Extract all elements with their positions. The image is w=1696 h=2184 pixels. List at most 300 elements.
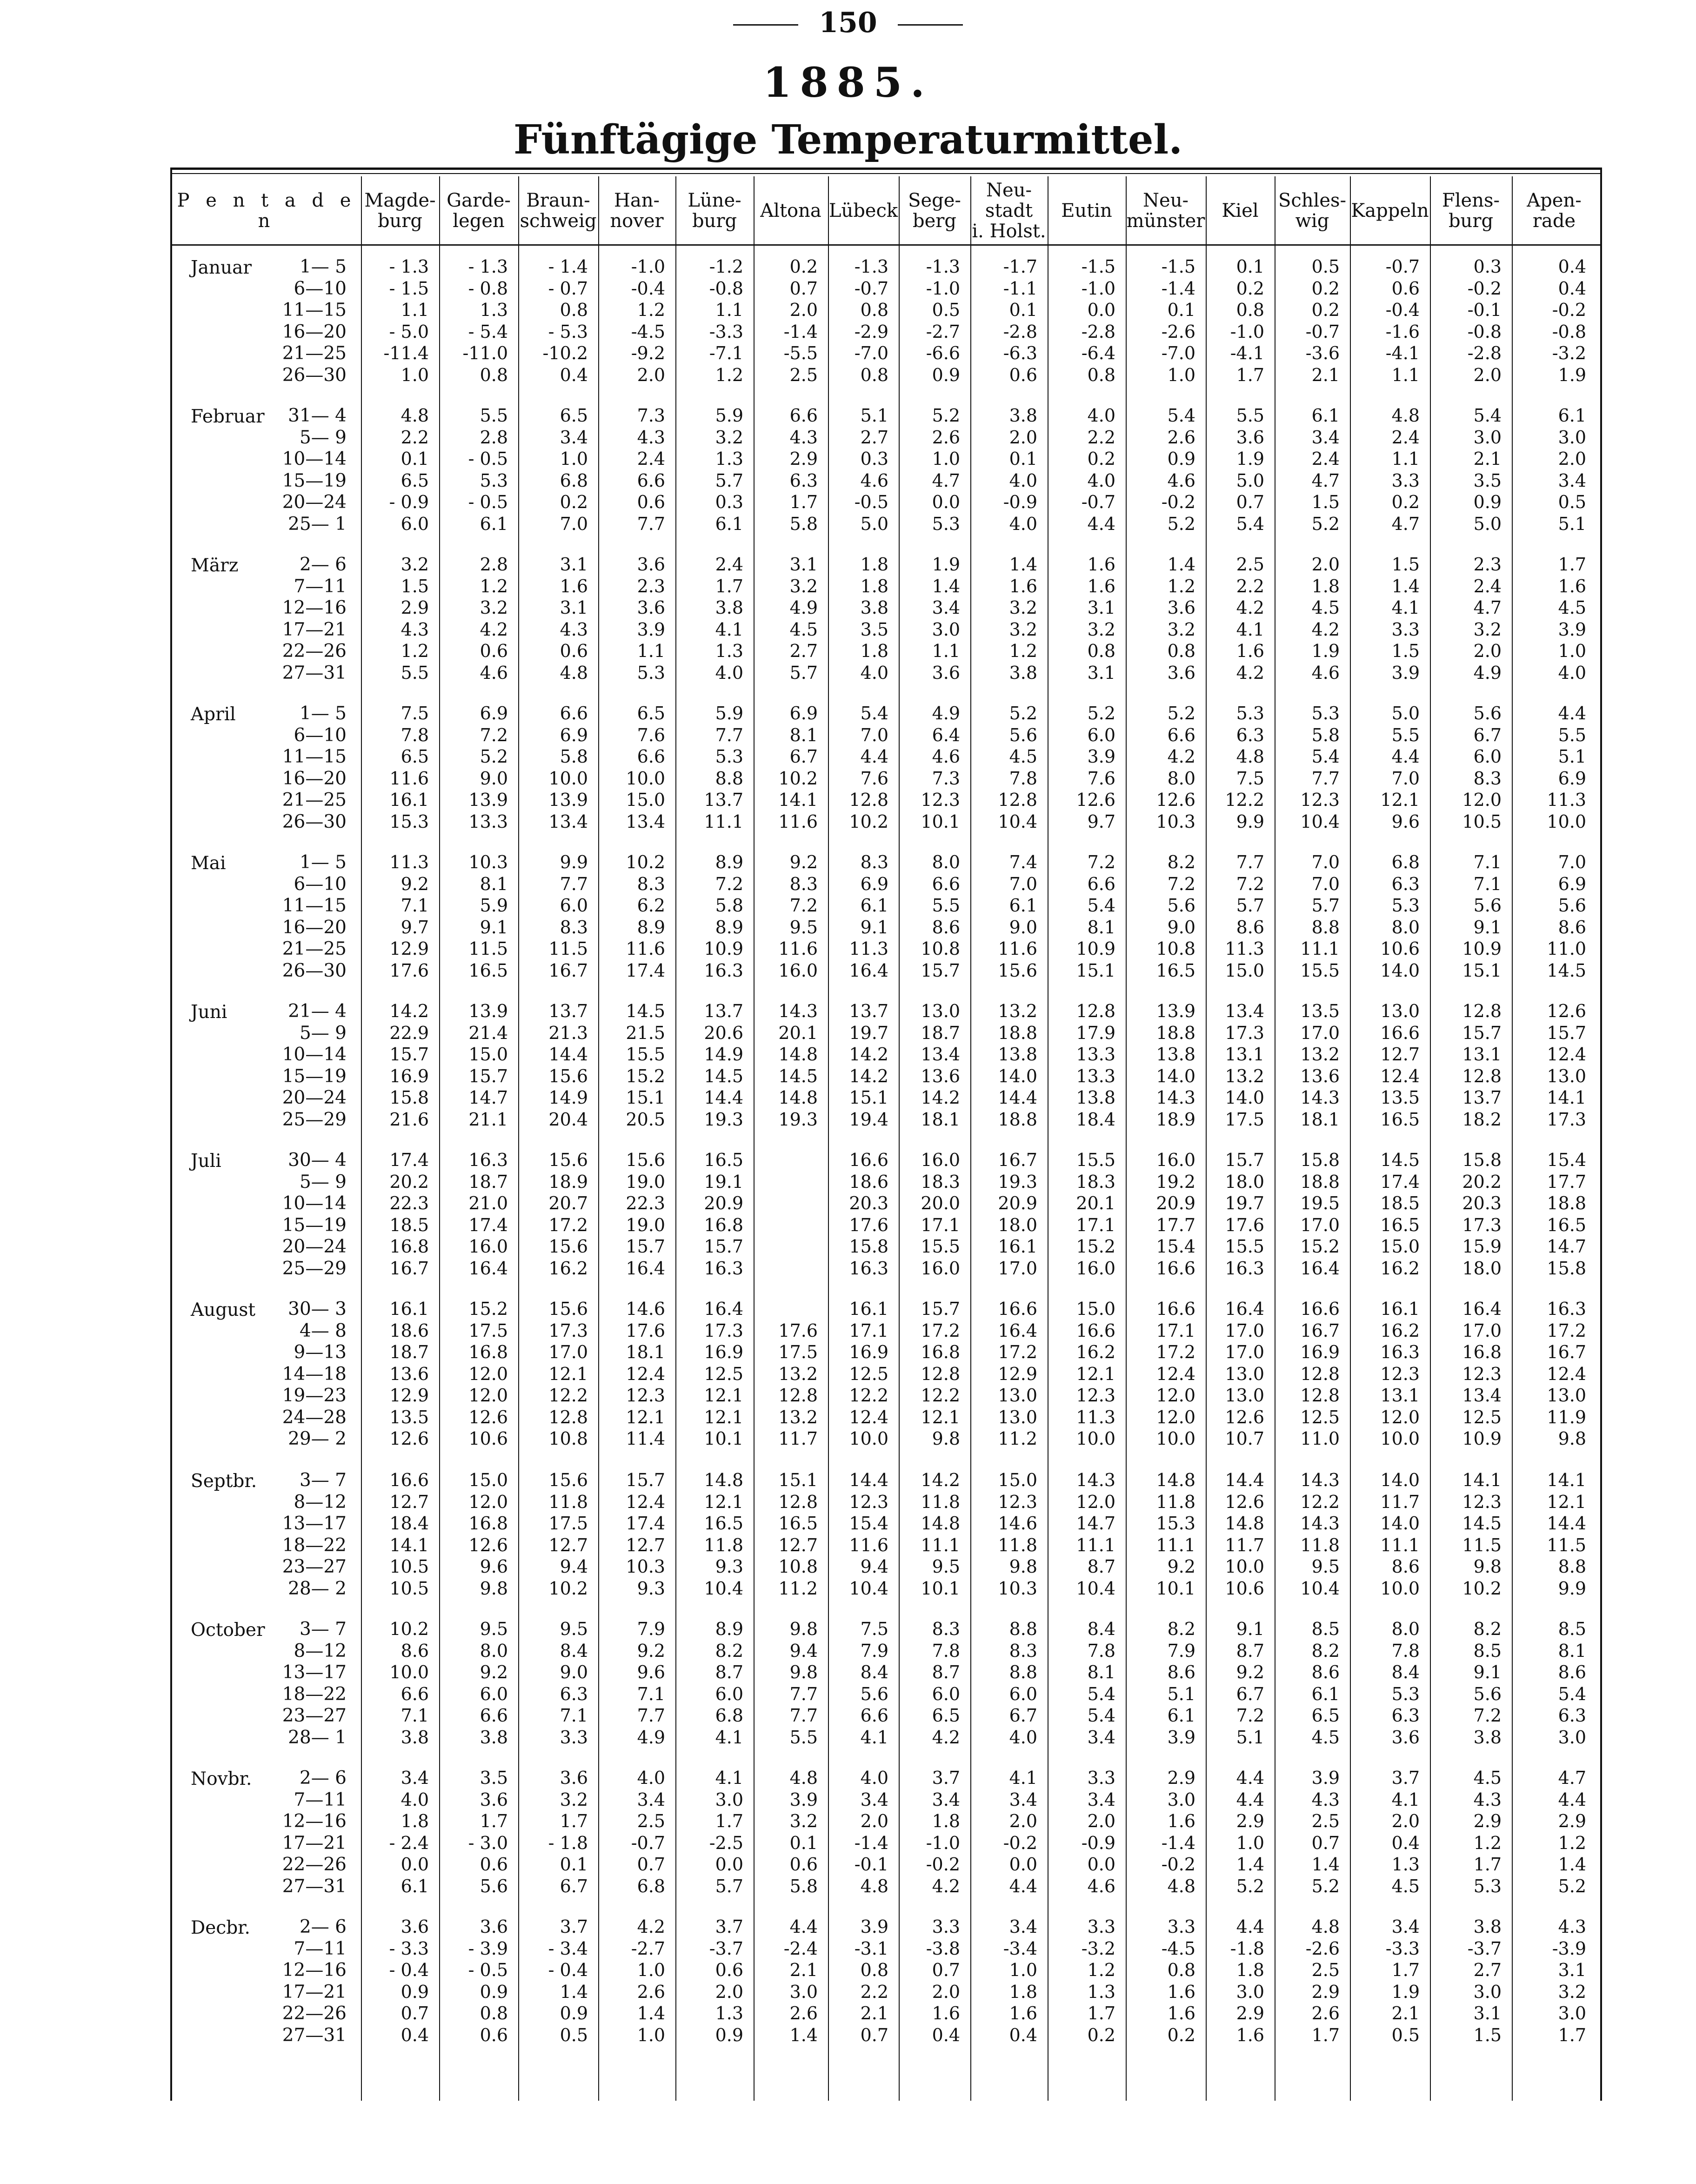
temperature-value: 18.5 xyxy=(1380,1193,1420,1213)
temperature-value: 16.3 xyxy=(1380,1342,1420,1362)
temperature-value: 2.4 xyxy=(637,449,665,469)
temperature-value: 1.3 xyxy=(1391,1854,1420,1875)
temperature-value: 5.2 xyxy=(1167,513,1195,534)
temperature-value: -1.4 xyxy=(783,321,818,342)
temperature-value: 12.1 xyxy=(1076,1363,1115,1384)
temperature-value: 5.6 xyxy=(480,1876,508,1896)
temperature-value: 7.2 xyxy=(1167,873,1195,894)
pentade-range: 6—10 xyxy=(294,278,347,299)
temperature-value: - 0.7 xyxy=(548,278,588,299)
temperature-value: 17.5 xyxy=(468,1320,508,1341)
temperature-value: 16.5 xyxy=(1380,1214,1420,1235)
temperature-value: -0.9 xyxy=(1081,1832,1115,1853)
temperature-value: 3.2 xyxy=(1167,619,1195,640)
temperature-value: 5.1 xyxy=(1167,1683,1195,1704)
temperature-value: 20.2 xyxy=(389,1171,429,1192)
temperature-value: 12.5 xyxy=(1300,1407,1340,1427)
temperature-value: -1.0 xyxy=(1230,321,1264,342)
table-row xyxy=(172,1705,1600,1727)
temperature-value: 16.0 xyxy=(921,1258,960,1279)
temperature-value: 9.3 xyxy=(715,1556,743,1577)
temperature-value: 17.2 xyxy=(998,1342,1037,1362)
temperature-value: 4.0 xyxy=(860,662,888,683)
temperature-value: 9.6 xyxy=(637,1662,665,1682)
temperature-value: 3.4 xyxy=(860,1789,888,1810)
temperature-value: 4.0 xyxy=(1087,470,1115,491)
temperature-value: 15.8 xyxy=(1462,1150,1502,1170)
table-row xyxy=(172,1215,1600,1236)
temperature-value: 4.6 xyxy=(932,746,960,767)
pentade-range: 14—18 xyxy=(282,1363,347,1385)
temperature-value: 4.5 xyxy=(1391,1876,1420,1896)
temperature-value: 2.2 xyxy=(401,427,429,448)
temperature-value: - 5.4 xyxy=(468,321,508,342)
temperature-value: -0.7 xyxy=(631,1832,665,1853)
temperature-value: 12.8 xyxy=(998,790,1037,810)
temperature-value: 17.2 xyxy=(921,1320,960,1341)
table-row xyxy=(172,1364,1600,1385)
pentade-range: 21—25 xyxy=(282,790,347,811)
temperature-value: 2.3 xyxy=(1473,554,1502,575)
table-row xyxy=(172,703,1600,724)
page-number: 150 xyxy=(0,7,1696,39)
temperature-value: 0.8 xyxy=(860,1960,888,1980)
temperature-value: 0.0 xyxy=(715,1854,743,1875)
temperature-value: 7.3 xyxy=(932,768,960,789)
table-row xyxy=(172,1662,1600,1683)
temperature-value: 12.0 xyxy=(1462,790,1502,810)
temperature-value: -2.5 xyxy=(709,1832,743,1853)
temperature-value: - 1.3 xyxy=(468,256,508,277)
temperature-value: 16.1 xyxy=(1380,1299,1420,1319)
temperature-value: 14.8 xyxy=(1156,1470,1195,1490)
temperature-value: 12.8 xyxy=(1076,1001,1115,1021)
temperature-value: 2.0 xyxy=(860,1811,888,1831)
temperature-value: -4.1 xyxy=(1230,343,1264,363)
temperature-value: 4.6 xyxy=(1311,662,1340,683)
month-label: April xyxy=(191,704,236,725)
temperature-value: 11.3 xyxy=(849,938,888,959)
temperature-value: 10.4 xyxy=(998,811,1037,832)
temperature-value: 0.7 xyxy=(1311,1832,1340,1853)
temperature-value: 12.3 xyxy=(1076,1385,1115,1406)
pentade-range: 7—11 xyxy=(294,1789,347,1810)
temperature-value: 3.9 xyxy=(1558,619,1586,640)
temperature-value: 1.8 xyxy=(401,1811,429,1831)
temperature-value: 6.1 xyxy=(1311,1683,1340,1704)
temperature-value: 3.3 xyxy=(932,1916,960,1937)
column-rule xyxy=(675,176,676,2101)
temperature-value: 4.4 xyxy=(1391,746,1420,767)
temperature-value: 17.0 xyxy=(548,1342,588,1362)
temperature-value: -0.2 xyxy=(1467,278,1502,299)
temperature-value: 16.7 xyxy=(389,1258,429,1279)
temperature-value: 4.7 xyxy=(1473,597,1502,618)
table-row xyxy=(172,1684,1600,1705)
temperature-value: 6.9 xyxy=(1558,768,1586,789)
temperature-value: 6.9 xyxy=(480,703,508,724)
temperature-value: 14.4 xyxy=(704,1087,743,1108)
temperature-value: -10.2 xyxy=(542,343,588,363)
temperature-value: 7.7 xyxy=(637,1705,665,1726)
temperature-value: 7.9 xyxy=(860,1640,888,1661)
temperature-value: 5.2 xyxy=(1311,1876,1340,1896)
temperature-value: 9.9 xyxy=(560,852,588,872)
temperature-value: 0.6 xyxy=(1009,364,1037,385)
temperature-value: 1.7 xyxy=(1391,1960,1420,1980)
temperature-value: 7.7 xyxy=(637,513,665,534)
temperature-value: 9.2 xyxy=(637,1640,665,1661)
temperature-value: 2.0 xyxy=(1473,641,1502,661)
temperature-value: 6.0 xyxy=(1087,724,1115,745)
temperature-value: 0.8 xyxy=(1087,364,1115,385)
temperature-value: 15.7 xyxy=(468,1065,508,1086)
temperature-value: 16.0 xyxy=(1156,1150,1195,1170)
table-row xyxy=(172,278,1600,300)
temperature-value: 10.9 xyxy=(1076,938,1115,959)
temperature-value: 4.2 xyxy=(637,1916,665,1937)
pentade-range: 21—25 xyxy=(282,343,347,364)
temperature-value: 1.3 xyxy=(715,449,743,469)
temperature-value: 7.2 xyxy=(789,895,818,916)
temperature-value: 9.8 xyxy=(789,1619,818,1639)
temperature-value: 4.6 xyxy=(480,662,508,683)
temperature-value: 8.6 xyxy=(1558,917,1586,938)
month-group xyxy=(172,1916,1600,2064)
temperature-value: 17.6 xyxy=(849,1214,888,1235)
column-rule xyxy=(598,176,599,2101)
temperature-value: 16.3 xyxy=(849,1258,888,1279)
temperature-value: 8.3 xyxy=(1009,1640,1037,1661)
pentade-range: 7—11 xyxy=(294,1938,347,1959)
month-group xyxy=(172,1470,1600,1618)
temperature-value: 13.5 xyxy=(1380,1087,1420,1108)
temperature-value: 10.8 xyxy=(778,1556,818,1577)
temperature-value: 13.4 xyxy=(921,1044,960,1065)
temperature-value: 17.6 xyxy=(1225,1214,1264,1235)
temperature-value: 3.2 xyxy=(480,597,508,618)
temperature-value: 9.8 xyxy=(1473,1556,1502,1577)
temperature-value: 3.4 xyxy=(560,427,588,448)
temperature-value: 7.8 xyxy=(401,724,429,745)
temperature-value: -6.3 xyxy=(1003,343,1037,363)
temperature-value: 0.6 xyxy=(637,492,665,512)
temperature-value: 1.1 xyxy=(401,300,429,320)
temperature-value: 4.0 xyxy=(1009,513,1037,534)
temperature-value: 3.6 xyxy=(1167,597,1195,618)
temperature-value: 4.0 xyxy=(1087,405,1115,426)
temperature-value: 8.6 xyxy=(1167,1662,1195,1682)
temperature-value: 1.1 xyxy=(1391,364,1420,385)
temperature-value: 1.8 xyxy=(860,576,888,596)
temperature-value: 13.0 xyxy=(1380,1001,1420,1021)
temperature-value: 10.0 xyxy=(1380,1578,1420,1599)
temperature-value: 18.2 xyxy=(1462,1109,1502,1130)
temperature-value: 6.0 xyxy=(932,1683,960,1704)
temperature-value: 18.0 xyxy=(998,1214,1037,1235)
temperature-value: 1.1 xyxy=(715,300,743,320)
temperature-value: 9.2 xyxy=(401,873,429,894)
temperature-value: 1.6 xyxy=(1167,1811,1195,1831)
temperature-value: 3.4 xyxy=(401,1768,429,1788)
temperature-value: -2.7 xyxy=(926,321,960,342)
temperature-value: 0.5 xyxy=(1558,492,1586,512)
temperature-value: 3.2 xyxy=(1558,1981,1586,2002)
temperature-value: 17.6 xyxy=(626,1320,665,1341)
temperature-value: 0.9 xyxy=(560,2003,588,2023)
temperature-value: 6.7 xyxy=(560,1876,588,1896)
temperature-value: 4.5 xyxy=(1473,1768,1502,1788)
temperature-value: 13.6 xyxy=(1300,1065,1340,1086)
temperature-value: 1.6 xyxy=(1087,576,1115,596)
temperature-value: 13.8 xyxy=(1076,1087,1115,1108)
temperature-value: 15.2 xyxy=(626,1065,665,1086)
temperature-value: 4.4 xyxy=(1087,513,1115,534)
temperature-value: 17.0 xyxy=(1462,1320,1502,1341)
pentade-range: 23—27 xyxy=(282,1705,347,1726)
temperature-value: 10.0 xyxy=(849,1428,888,1449)
temperature-value: 17.0 xyxy=(1225,1342,1264,1362)
temperature-value: 10.2 xyxy=(626,852,665,872)
table-row xyxy=(172,427,1600,449)
temperature-value: 8.1 xyxy=(1087,917,1115,938)
temperature-value: 10.8 xyxy=(1156,938,1195,959)
temperature-value: 11.6 xyxy=(778,811,818,832)
pentade-range: 8—12 xyxy=(294,1491,347,1513)
temperature-value: 12.1 xyxy=(1547,1491,1586,1512)
temperature-value: 3.9 xyxy=(1167,1727,1195,1748)
temperature-value: 12.3 xyxy=(921,790,960,810)
temperature-value: 12.3 xyxy=(626,1385,665,1406)
temperature-value: 0.2 xyxy=(1087,449,1115,469)
header-station: Kiel xyxy=(1222,200,1259,221)
temperature-value: 5.5 xyxy=(1391,724,1420,745)
temperature-value: 5.1 xyxy=(1558,746,1586,767)
temperature-value: 8.9 xyxy=(637,917,665,938)
temperature-value: 13.0 xyxy=(921,1001,960,1021)
table-row xyxy=(172,256,1600,278)
temperature-value: 0.2 xyxy=(1311,278,1340,299)
temperature-value: 10.2 xyxy=(1462,1578,1502,1599)
temperature-value: 0.6 xyxy=(480,2024,508,2045)
pentade-range: 27—31 xyxy=(282,1876,347,1897)
temperature-value: 0.2 xyxy=(560,492,588,512)
temperature-value: 10.3 xyxy=(1156,811,1195,832)
header-station: Braun- schweig xyxy=(520,190,597,232)
temperature-value: 3.9 xyxy=(789,1789,818,1810)
temperature-value: 6.6 xyxy=(637,746,665,767)
temperature-value: 1.2 xyxy=(401,641,429,661)
temperature-value: 13.0 xyxy=(1225,1363,1264,1384)
column-rule xyxy=(1512,176,1513,2101)
temperature-value: 6.4 xyxy=(932,724,960,745)
temperature-value: 1.5 xyxy=(1391,554,1420,575)
temperature-value: 10.0 xyxy=(548,768,588,789)
temperature-value: 3.1 xyxy=(1087,662,1115,683)
temperature-value: 5.3 xyxy=(715,746,743,767)
temperature-value: 3.6 xyxy=(1236,427,1264,448)
temperature-value: 0.4 xyxy=(1391,1832,1420,1853)
temperature-value: 21.6 xyxy=(389,1109,429,1130)
temperature-value: 17.4 xyxy=(1380,1171,1420,1192)
temperature-value: -3.9 xyxy=(1552,1938,1586,1959)
temperature-value: 13.7 xyxy=(704,790,743,810)
temperature-value: 10.3 xyxy=(626,1556,665,1577)
temperature-value: 6.6 xyxy=(1087,873,1115,894)
temperature-value: -1.4 xyxy=(1161,278,1195,299)
temperature-value: 12.0 xyxy=(1380,1407,1420,1427)
header-station: Altona xyxy=(760,200,821,221)
temperature-value: 12.6 xyxy=(1225,1491,1264,1512)
temperature-value: -1.2 xyxy=(709,256,743,277)
temperature-value: 8.3 xyxy=(1473,768,1502,789)
temperature-value: 5.6 xyxy=(860,1683,888,1704)
temperature-value: 10.5 xyxy=(389,1578,429,1599)
temperature-value: 7.0 xyxy=(1558,852,1586,872)
table-row xyxy=(172,938,1600,960)
temperature-value: 0.4 xyxy=(1009,2024,1037,2045)
temperature-value: 7.4 xyxy=(1009,852,1037,872)
temperature-value: 5.5 xyxy=(401,662,429,683)
table-row xyxy=(172,1960,1600,1981)
table-row xyxy=(172,1854,1600,1876)
temperature-value: 16.0 xyxy=(468,1236,508,1257)
temperature-value: 18.0 xyxy=(1225,1171,1264,1192)
temperature-value: 2.4 xyxy=(1311,449,1340,469)
temperature-value: 13.1 xyxy=(1380,1385,1420,1406)
temperature-value: 20.1 xyxy=(778,1022,818,1043)
temperature-value: 6.3 xyxy=(560,1683,588,1704)
temperature-value: 12.8 xyxy=(1300,1363,1340,1384)
column-rule xyxy=(518,176,519,2101)
temperature-value: 11.7 xyxy=(778,1428,818,1449)
temperature-value: 2.8 xyxy=(480,554,508,575)
temperature-value: 13.8 xyxy=(1156,1044,1195,1065)
temperature-value: 5.4 xyxy=(1473,405,1502,426)
temperature-value: 15.0 xyxy=(626,790,665,810)
temperature-value: 0.4 xyxy=(1558,256,1586,277)
temperature-value: -3.2 xyxy=(1081,1938,1115,1959)
temperature-value: 5.4 xyxy=(1087,1683,1115,1704)
temperature-value: 15.1 xyxy=(1462,960,1502,981)
temperature-value: 6.7 xyxy=(1009,1705,1037,1726)
temperature-value: 5.8 xyxy=(560,746,588,767)
temperature-value: 3.4 xyxy=(1087,1789,1115,1810)
temperature-value: 10.4 xyxy=(1300,811,1340,832)
temperature-value: -0.4 xyxy=(1385,300,1420,320)
header-station: Neu- stadt i. Holst. xyxy=(972,180,1046,242)
temperature-value: 0.6 xyxy=(480,1854,508,1875)
temperature-value: 3.3 xyxy=(1391,619,1420,640)
temperature-value: 7.7 xyxy=(560,873,588,894)
temperature-value: 16.9 xyxy=(1300,1342,1340,1362)
temperature-value: 2.1 xyxy=(1311,364,1340,385)
temperature-value: 12.0 xyxy=(1156,1407,1195,1427)
temperature-value: 0.8 xyxy=(1087,641,1115,661)
temperature-value: 9.5 xyxy=(480,1619,508,1639)
header-station: Schles- wig xyxy=(1278,190,1347,232)
temperature-value: 16.2 xyxy=(1380,1320,1420,1341)
temperature-value: 9.1 xyxy=(1473,917,1502,938)
temperature-value: 1.6 xyxy=(1009,576,1037,596)
temperature-value: 0.0 xyxy=(1009,1854,1037,1875)
temperature-value: 4.7 xyxy=(1391,513,1420,534)
temperature-value: 13.2 xyxy=(1300,1044,1340,1065)
temperature-value: 14.8 xyxy=(778,1087,818,1108)
temperature-value: 9.7 xyxy=(1087,811,1115,832)
temperature-value: 1.9 xyxy=(932,554,960,575)
table-row xyxy=(172,343,1600,364)
month-label: Juli xyxy=(191,1151,221,1172)
temperature-value: 13.1 xyxy=(1225,1044,1264,1065)
temperature-value: 14.3 xyxy=(1300,1470,1340,1490)
table-row xyxy=(172,1428,1600,1450)
temperature-value: 13.3 xyxy=(1076,1044,1115,1065)
temperature-value: 2.5 xyxy=(1236,554,1264,575)
column-rule xyxy=(1206,176,1207,2101)
temperature-value: 3.3 xyxy=(1167,1916,1195,1937)
temperature-value: -0.7 xyxy=(854,278,888,299)
pentade-range: 22—26 xyxy=(282,1854,347,1875)
temperature-value: 0.2 xyxy=(1391,492,1420,512)
temperature-value: 16.5 xyxy=(704,1513,743,1534)
table-row xyxy=(172,1876,1600,1897)
table-row xyxy=(172,1320,1600,1342)
pentade-range: 16—20 xyxy=(282,321,347,342)
temperature-value: 6.2 xyxy=(637,895,665,916)
pentade-range: 30— 4 xyxy=(288,1150,347,1171)
temperature-value: 13.3 xyxy=(468,811,508,832)
temperature-value: 15.8 xyxy=(1547,1258,1586,1279)
temperature-value: 0.6 xyxy=(715,1960,743,1980)
temperature-value: 10.6 xyxy=(1380,938,1420,959)
pentade-range: 6—10 xyxy=(294,724,347,746)
temperature-value: 5.9 xyxy=(715,703,743,724)
temperature-value: 2.0 xyxy=(932,1981,960,2002)
temperature-value: 1.8 xyxy=(1009,1981,1037,2002)
temperature-value: 14.5 xyxy=(704,1065,743,1086)
month-label: Novbr. xyxy=(191,1769,252,1789)
temperature-value: 11.3 xyxy=(1225,938,1264,959)
temperature-value: 3.4 xyxy=(932,597,960,618)
temperature-value: 7.6 xyxy=(637,724,665,745)
temperature-value: 0.2 xyxy=(1087,2024,1115,2045)
temperature-value: 2.3 xyxy=(637,576,665,596)
temperature-value: 16.8 xyxy=(468,1342,508,1362)
temperature-value: 7.6 xyxy=(1087,768,1115,789)
pentade-range: 28— 1 xyxy=(288,1727,347,1748)
table-row xyxy=(172,768,1600,790)
temperature-value: 1.4 xyxy=(1391,576,1420,596)
temperature-value: 5.2 xyxy=(932,405,960,426)
temperature-value: 16.3 xyxy=(704,1258,743,1279)
temperature-value: 15.6 xyxy=(626,1150,665,1170)
month-group xyxy=(172,1619,1600,1767)
table-row xyxy=(172,1258,1600,1280)
temperature-value: 12.5 xyxy=(704,1363,743,1384)
temperature-value: 2.9 xyxy=(1236,1811,1264,1831)
column-rule xyxy=(1430,176,1431,2101)
temperature-value: 8.1 xyxy=(1087,1662,1115,1682)
temperature-value: 12.4 xyxy=(1156,1363,1195,1384)
temperature-value: - 5.0 xyxy=(389,321,429,342)
temperature-value: 11.0 xyxy=(1300,1428,1340,1449)
temperature-value: 12.2 xyxy=(921,1385,960,1406)
temperature-value: 4.1 xyxy=(715,1727,743,1748)
temperature-value: 17.1 xyxy=(849,1320,888,1341)
temperature-value: 14.7 xyxy=(1547,1236,1586,1257)
temperature-value: 9.9 xyxy=(1558,1578,1586,1599)
